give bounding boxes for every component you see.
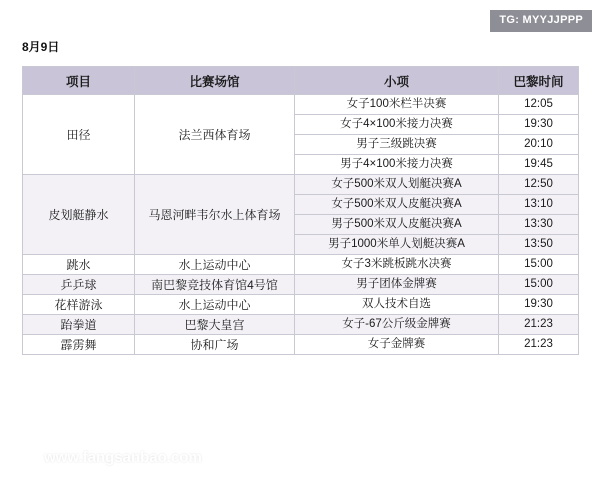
schedule-table bbox=[22, 66, 579, 355]
cell-sport: 霹雳舞 bbox=[23, 335, 135, 355]
cell-time: 19:45 bbox=[499, 155, 579, 175]
table-row bbox=[23, 295, 579, 315]
cell-time: 19:30 bbox=[499, 115, 579, 135]
cell-venue: 水上运动中心 bbox=[135, 295, 295, 315]
circle-dot-icon bbox=[22, 450, 38, 466]
column-header-venue: 比赛场馆 bbox=[135, 67, 295, 95]
cell-venue: 协和广场 bbox=[135, 335, 295, 355]
table-body bbox=[23, 95, 579, 355]
cell-event: 男子4×100米接力决赛 bbox=[295, 155, 499, 175]
site-watermark-text: www.fangsanbao.com bbox=[44, 449, 202, 466]
cell-event: 女子-67公斤级金牌赛 bbox=[295, 315, 499, 335]
cell-time: 12:05 bbox=[499, 95, 579, 115]
cell-event: 双人技术自选 bbox=[295, 295, 499, 315]
cell-event: 女子500米双人皮艇决赛A bbox=[295, 195, 499, 215]
cell-venue: 法兰西体育场 bbox=[135, 95, 295, 175]
cell-time: 15:00 bbox=[499, 255, 579, 275]
page-title: 8月9日 bbox=[22, 40, 60, 54]
cell-sport: 跆拳道 bbox=[23, 315, 135, 335]
site-watermark bbox=[22, 449, 202, 466]
table-row bbox=[23, 95, 579, 115]
cell-event: 男子500米双人皮艇决赛A bbox=[295, 215, 499, 235]
cell-sport: 花样游泳 bbox=[23, 295, 135, 315]
table-row bbox=[23, 175, 579, 195]
cell-event: 男子1000米单人划艇决赛A bbox=[295, 235, 499, 255]
cell-time: 19:30 bbox=[499, 295, 579, 315]
cell-time: 13:10 bbox=[499, 195, 579, 215]
table-row bbox=[23, 335, 579, 355]
table-header bbox=[23, 67, 579, 95]
column-header-sport: 项目 bbox=[23, 67, 135, 95]
cell-event: 男子三级跳决赛 bbox=[295, 135, 499, 155]
cell-sport: 乒乒球 bbox=[23, 275, 135, 295]
table-row bbox=[23, 315, 579, 335]
cell-sport: 皮划艇静水 bbox=[23, 175, 135, 255]
cell-venue: 马恩河畔韦尔水上体育场 bbox=[135, 175, 295, 255]
cell-event: 女子500米双人划艇决赛A bbox=[295, 175, 499, 195]
cell-event: 男子团体金牌赛 bbox=[295, 275, 499, 295]
cell-venue: 南巴黎竞技体育馆4号馆 bbox=[135, 275, 295, 295]
column-header-event: 小项 bbox=[295, 67, 499, 95]
cell-sport: 跳水 bbox=[23, 255, 135, 275]
cell-venue: 巴黎大皇宫 bbox=[135, 315, 295, 335]
tg-watermark-badge: TG: MYYJJPPP bbox=[490, 10, 592, 32]
schedule-table-container bbox=[22, 66, 578, 355]
cell-time: 13:50 bbox=[499, 235, 579, 255]
cell-sport: 田径 bbox=[23, 95, 135, 175]
table-header-row bbox=[23, 67, 579, 95]
cell-time: 15:00 bbox=[499, 275, 579, 295]
cell-time: 21:23 bbox=[499, 315, 579, 335]
table-row bbox=[23, 255, 579, 275]
cell-event: 女子3米跳板跳水决赛 bbox=[295, 255, 499, 275]
cell-event: 女子100米栏半决赛 bbox=[295, 95, 499, 115]
cell-time: 20:10 bbox=[499, 135, 579, 155]
cell-time: 12:50 bbox=[499, 175, 579, 195]
cell-time: 21:23 bbox=[499, 335, 579, 355]
cell-venue: 水上运动中心 bbox=[135, 255, 295, 275]
table-row bbox=[23, 275, 579, 295]
cell-event: 女子金牌赛 bbox=[295, 335, 499, 355]
cell-time: 13:30 bbox=[499, 215, 579, 235]
cell-event: 女子4×100米接力决赛 bbox=[295, 115, 499, 135]
column-header-time: 巴黎时间 bbox=[499, 67, 579, 95]
